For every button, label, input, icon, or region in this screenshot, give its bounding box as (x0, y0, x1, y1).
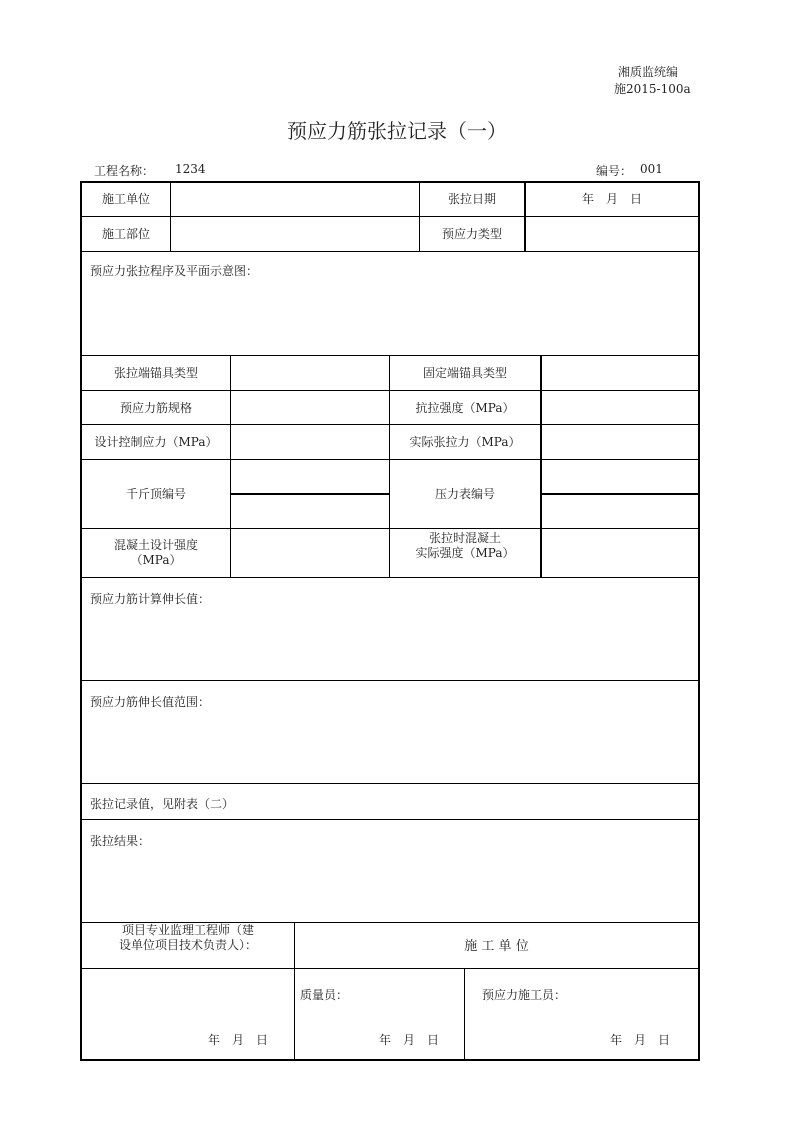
elongation-range-label: 预应力筋伸长值范围： (90, 695, 211, 709)
form-code-line1: 湘质监统编 (618, 65, 679, 79)
tendon-spec-field[interactable] (231, 391, 389, 424)
construction-unit-field[interactable] (171, 183, 419, 216)
quality-inspector-sign-date[interactable]: 年 月 日 (379, 1033, 440, 1047)
form-number-value: 001 (640, 162, 663, 176)
concrete-actual-strength-label (390, 531, 540, 561)
design-control-stress-field[interactable] (231, 425, 389, 459)
page-title: 预应力筋张拉记录（一） (287, 119, 507, 143)
tension-record-note: 张拉记录值，见附表（二） (90, 797, 235, 811)
tension-date-label: 张拉日期 (447, 192, 496, 206)
fixed-anchor-type-label: 固定端锚具类型 (422, 366, 507, 380)
tensile-strength-field[interactable] (542, 391, 698, 424)
actual-tension-force-label: 实际张拉力（MPa） (409, 435, 521, 449)
tension-result-label: 张拉结果： (90, 834, 151, 848)
concrete-actual-strength-line1: 张拉时混凝土 (428, 531, 501, 545)
fixed-anchor-type-field[interactable] (542, 356, 698, 390)
concrete-actual-strength-field[interactable] (542, 529, 698, 577)
tension-anchor-type-label: 张拉端锚具类型 (113, 366, 198, 380)
pressure-gauge-number-field-2[interactable] (542, 495, 698, 528)
project-name-value: 1234 (175, 162, 206, 176)
supervisor-label (82, 923, 294, 953)
jack-number-field-1[interactable] (231, 460, 389, 493)
supervisor-label-line2: 设单位项目技术负责人）： (118, 938, 257, 952)
pressure-gauge-number-label: 压力表编号 (434, 487, 495, 501)
tendon-spec-label: 预应力筋规格 (119, 401, 192, 415)
prestress-worker-sign-date[interactable]: 年 月 日 (610, 1033, 671, 1047)
procedure-diagram-label: 预应力张拉程序及平面示意图： (90, 264, 259, 278)
concrete-actual-strength-line2: 实际强度（MPa） (415, 546, 515, 560)
jack-number-field-2[interactable] (231, 495, 389, 528)
supervisor-sign-date[interactable]: 年 月 日 (208, 1033, 269, 1047)
design-control-stress-label: 设计控制应力（MPa） (94, 435, 218, 449)
form-number-label: 编号： (596, 164, 633, 178)
construction-part-field[interactable] (171, 217, 419, 251)
jack-number-label: 千斤顶编号 (125, 487, 186, 501)
pressure-gauge-number-field-1[interactable] (542, 460, 698, 493)
tensile-strength-label: 抗拉强度（MPa） (415, 401, 515, 415)
project-name-label: 工程名称： (94, 164, 155, 178)
prestress-type-label: 预应力类型 (441, 227, 502, 241)
prestress-worker-label: 预应力施工员： (482, 988, 567, 1002)
calculated-elongation-label: 预应力筋计算伸长值： (90, 592, 211, 606)
concrete-design-strength-line2: （MPa） (130, 553, 182, 567)
concrete-design-strength-label (82, 538, 230, 568)
form-code-line2: 施2015-100a (614, 82, 691, 96)
actual-tension-force-field[interactable] (542, 425, 698, 459)
prestress-type-field[interactable] (526, 217, 698, 251)
concrete-design-strength-line1: 混凝土设计强度 (113, 538, 198, 552)
quality-inspector-label: 质量员： (300, 988, 349, 1002)
tension-date-field[interactable]: 年 月 日 (581, 192, 642, 206)
construction-unit-heading: 施 工 单 位 (464, 939, 529, 954)
tension-anchor-type-field[interactable] (231, 356, 389, 390)
concrete-design-strength-field[interactable] (231, 529, 389, 577)
construction-part-label: 施工部位 (101, 227, 150, 241)
construction-unit-label: 施工单位 (101, 192, 150, 206)
supervisor-label-line1: 项目专业监理工程师（建 (121, 923, 254, 937)
